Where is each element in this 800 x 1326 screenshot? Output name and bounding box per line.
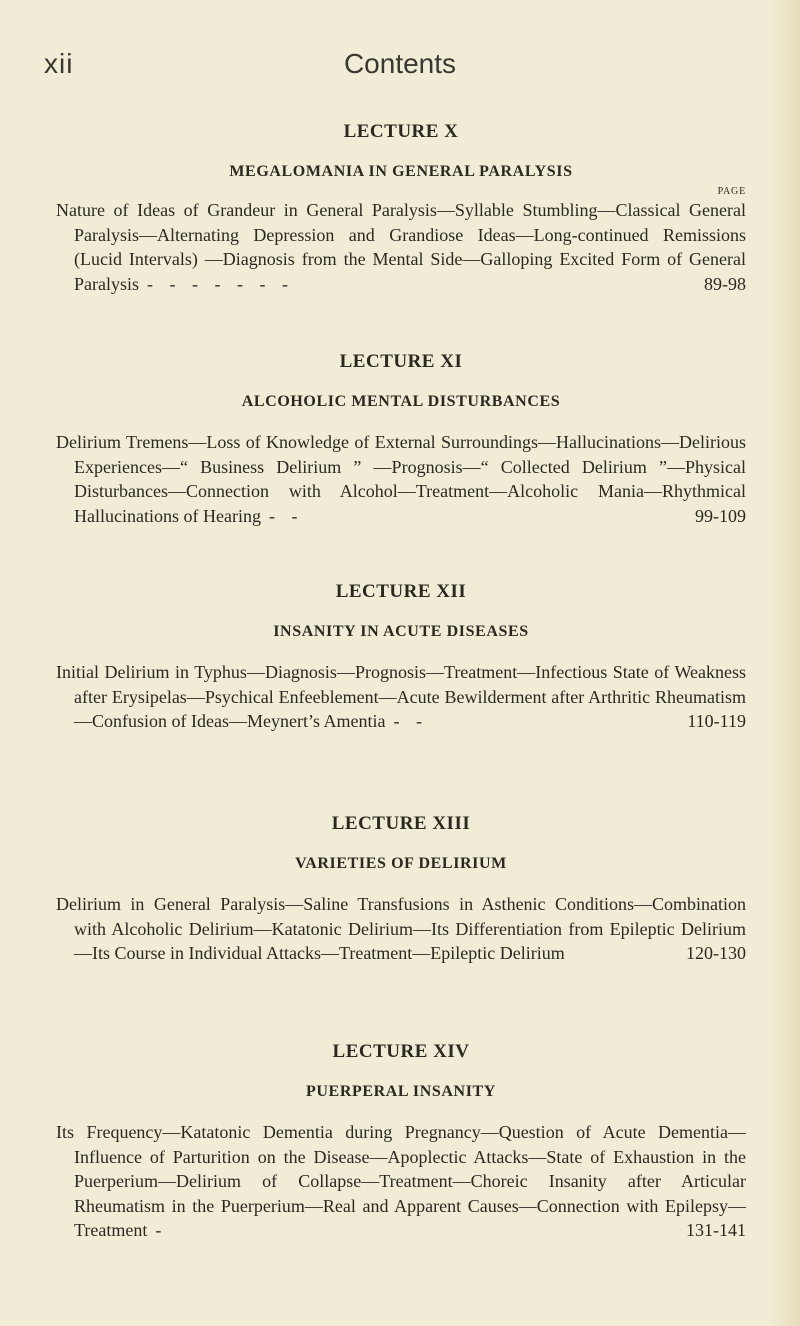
entry-text: Delirium Tremens—Loss of Knowledge of External Surroundings—Hallucinations—Delirious Experiences—“ Business Delirium ” —Prognosis—“ Collected Delirium ”—Physical Disturbances—Connection with Alcohol—Treatment—Alcoholic Mania—Rhythmical Hallucinations of Hearing <box>56 432 746 526</box>
page-range: 89-98 <box>704 273 746 294</box>
dot-leader: - <box>155 1220 168 1240</box>
dot-leader: - - <box>393 711 428 731</box>
lecture-xii-section <box>56 580 746 734</box>
lecture-number: LECTURE XII <box>335 581 467 602</box>
entry-text: Delirium in General Paralysis—Saline Transfusions in Asthenic Conditions—Combination with Alcoholic Delirium—Katatonic Delirium—Its Differentiation from Epileptic Delirium—Its Course in Individual Attacks—Treatment—Epileptic Delirium <box>56 894 746 963</box>
lecture-title: VARIETIES OF DELIRIUM <box>295 855 507 872</box>
lecture-title: MEGALOMANIA IN GENERAL PARALYSIS <box>229 163 573 180</box>
page-column-label: PAGE <box>717 186 746 197</box>
lecture-number: LECTURE XIV <box>332 1041 470 1062</box>
lecture-title: PUERPERAL INSANITY <box>306 1083 496 1100</box>
lecture-title: ALCOHOLIC MENTAL DISTURBANCES <box>241 393 561 410</box>
page-range: 99-109 <box>695 505 746 526</box>
dot-leader: - - - - - - - <box>147 273 294 294</box>
page-edge-stain <box>770 0 800 1326</box>
running-head <box>0 48 800 88</box>
lecture-number: LECTURE XI <box>339 351 463 372</box>
lecture-xi-section <box>56 350 746 528</box>
page-title: Contents <box>343 48 457 79</box>
entry-text: Its Frequency—Katatonic Dementia during Pregnancy—Question of Acute Dementia—Influence of Parturition on the Disease—Apoplectic Attacks—State of Exhaustion in the Puerperium—Delirium of Collapse—Treatment—Choreic Insanity after Articular Rheumatism in the Puerperium—Real and Apparent Causes—Connection with Epilepsy—Treatment <box>56 1122 746 1240</box>
lecture-xiii-section <box>56 812 746 966</box>
lecture-entry <box>56 892 746 966</box>
dot-leader: - - <box>268 505 304 526</box>
lecture-x-section <box>56 120 746 296</box>
lecture-entry <box>56 660 746 734</box>
page-range: 131-141 <box>686 1220 746 1240</box>
entry-text: Initial Delirium in Typhus—Diagnosis—Prognosis—Treatment—Infectious State of Weakness after Erysipelas—Psychical Enfeeblement—Acute Bewilderment after Arthritic Rheumatism —Confusion of Ideas—Meynert’s Amentia <box>56 662 746 731</box>
lecture-title: INSANITY IN ACUTE DISEASES <box>273 623 529 640</box>
lecture-number: LECTURE X <box>343 121 459 142</box>
dot-leader <box>565 943 573 963</box>
page-range: 110-119 <box>687 711 746 731</box>
lecture-number: LECTURE XIII <box>331 813 471 834</box>
lecture-entry <box>56 1120 746 1243</box>
page-folio: xii <box>44 48 74 79</box>
entry-text: Nature of Ideas of Grandeur in General Paralysis—Syllable Stumbling—Classical General Paralysis—Alternating Depression and Grandiose Ideas—Long-continued Remissions (Lucid Intervals) —Diagnosis from the Mental Side—Galloping Excited Form of General Paralysis <box>56 200 746 294</box>
lecture-xiv-section <box>56 1040 746 1243</box>
page-range: 120-130 <box>686 943 746 963</box>
lecture-entry <box>56 430 746 528</box>
lecture-entry <box>56 198 746 296</box>
